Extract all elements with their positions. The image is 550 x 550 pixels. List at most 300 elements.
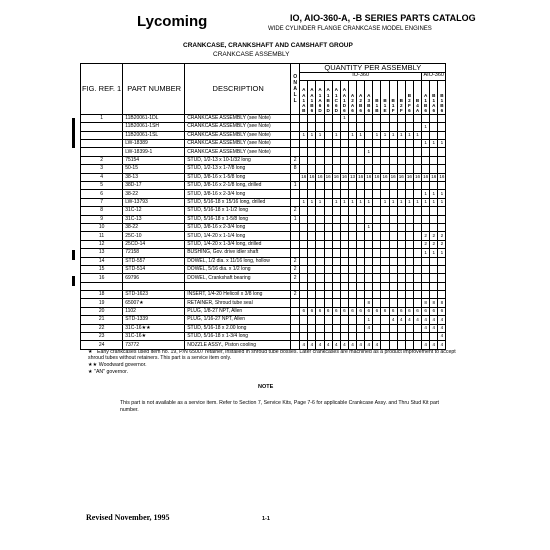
description-cell: STUD, 1/2-13 x 10-1/32 long [185,156,291,164]
parts-table-body [81,114,446,349]
quantity-cell [397,240,405,248]
quantity-cell [430,257,438,265]
part-number-cell: STD-514 [123,265,185,273]
quantity-cell [381,114,389,122]
fig-ref-cell: 18 [81,291,123,299]
quantity-cell [308,333,316,341]
quantity-cell: 1 [389,198,397,206]
quantity-cell: 16 [413,173,421,181]
model-label: A 3 B 6 [367,92,371,114]
quantity-cell [413,207,421,215]
table-row [81,198,446,206]
quantity-cell [413,299,421,307]
quantity-cell [324,249,332,257]
quantity-cell [308,114,316,122]
quantity-cell [405,299,413,307]
quantity-cell [413,240,421,248]
quantity-cell [430,182,438,190]
quantity-cell [373,223,381,231]
quantity-cell [422,257,430,265]
quantity-cell [348,207,356,215]
quantity-cell [381,165,389,173]
quantity-cell: 1 [316,198,324,206]
quantity-cell: 4 [438,324,446,332]
quantity-cell [340,131,348,139]
quantity-cell [373,257,381,265]
quantity-cell: 1 [340,114,348,122]
quantity-cell [332,257,340,265]
quantity-cell [422,165,430,173]
quantity-cell: 6 [397,307,405,315]
quantity-cell [422,131,430,139]
quantity-cell [373,148,381,156]
quantity-cell: 1 [332,131,340,139]
quantity-cell: 1 [348,198,356,206]
quantity-cell [348,291,356,299]
quantity-cell: 13 [348,173,356,181]
part-number-cell: LW-18399-1 [123,148,185,156]
on-all-cell [291,198,300,206]
quantity-cell [413,215,421,223]
part-number-cell: 11B20061-1DL [123,114,185,122]
model-column-header [397,80,405,114]
on-all-cell [291,223,300,231]
quantity-cell [332,215,340,223]
quantity-cell [373,182,381,190]
quantity-cell [389,257,397,265]
fig-ref-cell: 11 [81,232,123,240]
quantity-cell [316,123,324,131]
quantity-cell: 2 [438,232,446,240]
quantity-cell: 4 [430,316,438,324]
quantity-cell [413,282,421,290]
quantity-cell [357,316,365,324]
quantity-cell [365,249,373,257]
quantity-cell [373,316,381,324]
quantity-cell [422,114,430,122]
quantity-cell [340,207,348,215]
model-label: B 2 F [399,97,403,114]
quantity-cell [373,198,381,206]
quantity-cell [348,257,356,265]
quantity-cell: 16 [438,173,446,181]
fig-ref-cell: 5 [81,182,123,190]
quantity-cell [397,282,405,290]
fig-ref-cell: 10 [81,223,123,231]
quantity-cell: 1 [332,198,340,206]
fig-ref-cell: 3 [81,165,123,173]
quantity-cell [357,291,365,299]
quantity-cell: 4 [357,341,365,349]
quantity-cell [365,215,373,223]
quantity-cell [373,282,381,290]
quantity-cell: 1 [348,131,356,139]
table-row [81,240,446,248]
model-label: B 4 A [415,97,420,114]
quantity-cell [308,190,316,198]
quantity-cell [300,257,308,265]
quantity-cell [300,333,308,341]
quantity-cell [405,114,413,122]
description-cell: PLUG, 1/16-27 NPT, Allen [185,316,291,324]
quantity-cell: 6 [373,307,381,315]
on-all-cell [291,131,300,139]
quantity-cell [413,223,421,231]
quantity-cell [381,324,389,332]
model-label: A A 1 D 6 [342,87,347,114]
on-all-cell: 2 [291,257,300,265]
quantity-cell: 4 [308,341,316,349]
quantity-cell [348,123,356,131]
table-row [81,249,446,257]
quantity-cell [316,333,324,341]
on-all-cell [291,148,300,156]
quantity-cell: 16 [357,173,365,181]
quantity-cell [340,257,348,265]
quantity-cell [340,265,348,273]
quantity-cell [324,265,332,273]
quantity-cell [332,265,340,273]
note-heading: NOTE [258,384,274,390]
table-row [81,291,446,299]
quantity-cell [373,299,381,307]
quantity-cell [381,240,389,248]
quantity-cell [413,265,421,273]
model-column-header [405,80,413,114]
on-all-cell: 1 [291,182,300,190]
quantity-cell [348,156,356,164]
table-row [81,257,446,265]
quantity-cell [405,282,413,290]
quantity-cell [381,249,389,257]
quantity-cell [397,291,405,299]
model-label: B 1 E [383,97,387,114]
quantity-cell: 1 [300,131,308,139]
table-row [81,148,446,156]
quantity-cell: 6 [308,307,316,315]
quantity-cell [308,240,316,248]
quantity-cell [413,114,421,122]
quantity-cell [308,232,316,240]
quantity-cell: 4 [422,324,430,332]
parts-table [80,63,446,350]
quantity-cell [316,274,324,282]
quantity-cell [324,232,332,240]
quantity-cell: 1 [365,198,373,206]
quantity-cell [373,165,381,173]
quantity-cell [397,123,405,131]
part-number-cell: LW-18389 [123,140,185,148]
fig-ref-cell: 15 [81,265,123,273]
quantity-cell [332,223,340,231]
fig-ref-cell: 22 [81,324,123,332]
description-cell: CRANKCASE ASSEMBLY (see Note) [185,148,291,156]
quantity-cell [413,148,421,156]
quantity-cell [430,215,438,223]
quantity-cell [308,249,316,257]
quantity-cell: 2 [422,232,430,240]
quantity-cell [430,114,438,122]
description-cell: STUD, 3/8-16 x 2-1/8 long, drilled [185,182,291,190]
quantity-cell [438,148,446,156]
quantity-cell [413,182,421,190]
quantity-cell [324,198,332,206]
fig-ref-cell [81,123,123,131]
model-label: B 1 B 6 [440,92,444,114]
quantity-cell [357,140,365,148]
quantity-cell: 6 [438,307,446,315]
quantity-cell [324,156,332,164]
quantity-cell [308,257,316,265]
quantity-cell [438,165,446,173]
quantity-cell: 6 [357,307,365,315]
quantity-cell [381,274,389,282]
revision-date: Revised November, 1995 [86,513,170,522]
quantity-cell [381,123,389,131]
on-all-cell: 2 [291,291,300,299]
quantity-cell [413,333,421,341]
quantity-cell [340,223,348,231]
quantity-cell [405,249,413,257]
quantity-cell: 1 [389,131,397,139]
quantity-cell: 8 [422,299,430,307]
quantity-cell: 6 [430,307,438,315]
quantity-cell: 1 [316,131,324,139]
catalog-title: IO, AIO-360-A, -B SERIES PARTS CATALOG [290,13,476,23]
table-row [81,232,446,240]
quantity-cell [348,114,356,122]
quantity-cell [357,265,365,273]
on-all-cell [291,232,300,240]
quantity-cell [357,165,365,173]
on-all-cell [291,324,300,332]
quantity-cell [397,207,405,215]
part-number-cell: 65007★ [123,299,185,307]
part-number-cell: 72158 [123,249,185,257]
quantity-cell [397,182,405,190]
quantity-cell: 1 [405,198,413,206]
on-all-cell [291,114,300,122]
quantity-cell [332,114,340,122]
double-star-marker: ★★ [88,362,98,368]
quantity-cell: 16 [430,173,438,181]
model-label: B 2 F 6 [407,92,412,114]
quantity-cell [316,165,324,173]
on-all-cell: 1 [291,215,300,223]
quantity-cell: 4 [300,341,308,349]
quantity-cell [381,190,389,198]
quantity-cell: 16 [300,173,308,181]
quantity-cell [397,232,405,240]
group-subtitle: CRANKCASE ASSEMBLY [213,51,290,58]
quantity-cell [422,215,430,223]
quantity-cell [332,148,340,156]
quantity-cell [389,291,397,299]
quantity-cell [373,140,381,148]
part-number-cell: 50-15 [123,165,185,173]
on-all-cell [291,307,300,315]
quantity-cell [324,274,332,282]
on-all-cell [291,282,300,290]
quantity-cell [316,190,324,198]
table-row [81,274,446,282]
quantity-cell [430,333,438,341]
quantity-cell: 1 [422,190,430,198]
on-all-cell [291,123,300,131]
fig-ref-cell: 13 [81,249,123,257]
quantity-cell: 1 [430,140,438,148]
quantity-cell: 2 [430,240,438,248]
description-cell: CRANKCASE ASSEMBLY (see Note) [185,140,291,148]
quantity-cell [357,249,365,257]
quantity-cell [422,182,430,190]
quantity-cell [389,333,397,341]
quantity-cell: 1 [308,131,316,139]
quantity-cell [413,140,421,148]
note-early-crankcases [88,349,468,361]
quantity-cell [373,123,381,131]
quantity-cell [332,333,340,341]
model-label: A 2 B 6 [358,92,363,114]
quantity-cell [316,265,324,273]
quantity-cell [405,190,413,198]
star-marker: ★ [88,369,93,375]
quantity-cell [348,265,356,273]
part-number-cell: 1102 [123,307,185,315]
quantity-cell [300,316,308,324]
quantity-cell [332,240,340,248]
quantity-cell: 6 [316,307,324,315]
part-number-cell: 31C-16★ [123,333,185,341]
quantity-cell: 16 [308,173,316,181]
quantity-cell: 4 [413,316,421,324]
quantity-cell: 1 [357,131,365,139]
quantity-cell [438,223,446,231]
description-cell: STUD, 3/8-16 x 1-5/8 long [185,173,291,181]
table-row [81,299,446,307]
quantity-cell [405,291,413,299]
model-column-header [413,80,421,114]
note-text: Woodward governor. [98,362,147,368]
quantity-cell [397,333,405,341]
description-cell: STUD, 5/16-18 x 2.00 long [185,324,291,332]
quantity-cell [357,299,365,307]
quantity-cell [308,148,316,156]
quantity-cell [438,257,446,265]
description-cell: DOWEL, 1/2 dia. x 11/16 long, hollow [185,257,291,265]
quantity-cell [340,324,348,332]
model-column-header [324,80,332,114]
quantity-cell: 6 [365,307,373,315]
quantity-cell [389,140,397,148]
fig-ref-cell: 12 [81,240,123,248]
quantity-cell: 4 [316,341,324,349]
quantity-cell [300,232,308,240]
quantity-cell [397,148,405,156]
on-all-cell [291,140,300,148]
quantity-cell [332,165,340,173]
quantity-cell: 1 [365,316,373,324]
quantity-cell [365,240,373,248]
part-number-cell: 73772 [123,341,185,349]
description-cell: DOWEL, Crankshaft bearing [185,274,291,282]
quantity-cell: 16 [365,173,373,181]
quantity-cell [438,282,446,290]
quantity-cell [332,316,340,324]
quantity-cell: 4 [365,324,373,332]
quantity-cell [324,131,332,139]
quantity-cell [340,240,348,248]
quantity-cell [340,316,348,324]
quantity-cell [430,223,438,231]
description-cell: STUD, 5/16-18 x 1-5/8 long [185,215,291,223]
quantity-cell [389,240,397,248]
page-number: 1-1 [262,516,270,522]
quantity-cell [332,274,340,282]
quantity-cell [324,240,332,248]
quantity-cell [324,282,332,290]
quantity-cell [300,324,308,332]
quantity-cell [430,123,438,131]
description-cell: BUSHING, Gov. drive idler shaft [185,249,291,257]
part-number-cell: 38-13 [123,173,185,181]
quantity-cell: 1 [422,198,430,206]
quantity-cell [324,324,332,332]
quantity-cell [389,165,397,173]
fig-ref-cell [81,148,123,156]
part-number-cell: 11B20061-1SL [123,131,185,139]
quantity-cell: 1 [438,198,446,206]
quantity-cell [413,249,421,257]
quantity-cell [389,123,397,131]
part-number-cell: 31C-13 [123,215,185,223]
quantity-cell [340,165,348,173]
part-number-cell: LW-13793 [123,198,185,206]
quantity-cell [405,156,413,164]
quantity-cell [389,148,397,156]
quantity-cell: 1 [373,131,381,139]
quantity-cell [332,140,340,148]
quantity-cell: 6 [389,307,397,315]
model-column-header [389,80,397,114]
quantity-cell: 4 [324,341,332,349]
quantity-cell [413,291,421,299]
quantity-cell [438,114,446,122]
quantity-cell [365,165,373,173]
quantity-cell [422,223,430,231]
quantity-cell [422,274,430,282]
quantity-cell [405,207,413,215]
quantity-cell [316,148,324,156]
quantity-cell [397,324,405,332]
quantity-cell [308,274,316,282]
quantity-cell [348,148,356,156]
quantity-cell [316,215,324,223]
quantity-cell [332,299,340,307]
quantity-cell [348,232,356,240]
quantity-cell [397,156,405,164]
table-row [81,307,446,315]
quantity-cell [348,324,356,332]
quantity-cell [413,165,421,173]
quantity-cell [357,123,365,131]
quantity-cell [365,282,373,290]
table-row [81,215,446,223]
table-row [81,114,446,122]
quantity-cell [422,207,430,215]
quantity-cell: 1 [430,198,438,206]
quantity-cell: 16 [332,173,340,181]
